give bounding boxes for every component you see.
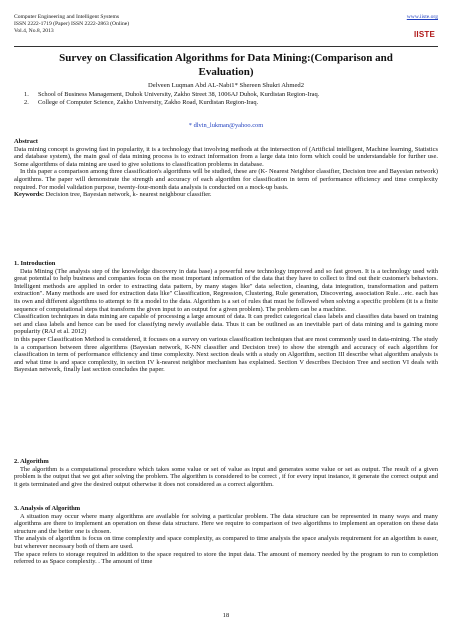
paper-authors: Delveen Luqman Abd AL-Nabi1* Shereen Shukri Ahmed2 bbox=[147, 82, 305, 89]
author-email-link[interactable]: * dlvin_lukman@yahoo.com bbox=[188, 122, 264, 129]
introduction-paragraph: in this paper Classification Method is considered, it focuses on a survey on various classification techniques that are most commonly used in data-mining. The study is a comparison between three algorithms (Bayesian network, K-NN classifier and Decision tree) to show the strength and accuracy of each algorithm for classification in term of performance efficiency and time complexity. Next section deals with a study on Algorithm, section III describe what algorithm analysis is and what time is and space complexity, in section IV k-nearest neighbor mechanism has explained. Section V describes Decision Tree and section VI deals with Bayesian network, finally last section concludes the paper. bbox=[14, 335, 438, 374]
analysis-paragraph: A situation may occur where many algorithms are available for solving a particular problem. The data structure can be represented in many ways and many algorithms are there to implement an operation on these data structure. Here we require to comparison of two algorithms to implement an operation on these data structure and the better one is chosen. bbox=[14, 512, 438, 535]
affiliation-number: 1. bbox=[24, 91, 29, 98]
abstract-paragraph: In this paper a comparison among three classification's algorithms will be studied, these are (K- Nearest Neighbor classifier, Decision tree and Bayesian network) algorithms. The paper will demonstrate the strength and accuracy of each algorithm for classification in term of performance efficiency and time complexity required. For model validation purpose, twenty-four-month data analysis is conducted on a mock-up basis. bbox=[14, 168, 438, 191]
header-divider bbox=[14, 46, 438, 47]
introduction-paragraph: Classification techniques in data mining are capable of processing a large amount of data. It can predict categorical class labels and classifies data based on training set and class labels and hence can be used for classifying newly available data. Thus it can be outlined as an inevitable part of data mining and is gaining more popularity (RAJ et al. 2012) bbox=[14, 313, 438, 336]
analysis-heading: 3. Analysis of Algorithm bbox=[14, 505, 81, 512]
journal-url-link[interactable]: www.iiste.org bbox=[406, 14, 438, 20]
journal-header bbox=[14, 14, 129, 36]
analysis-paragraph: The analysis of algorithm is focus on time complexity and space complexity, as compared to time analysis the space analysis requirement for an algorithm is easer, but wherever necessary both of them are used. bbox=[14, 535, 438, 550]
introduction-paragraph: Data Mining (The analysis step of the knowledge discovery in data base) a powerful new technology improved and so fast grown. It is a technology used with great potential to help business and companies focus on the most important information of the data that they have to collect to find out their customer's behaviors. Intelligent methods are applied in order to extracting data pattern, by many stages like" data selection, cleaning, data integration, transformation and pattern extraction". Many methods are used for extraction data like" Classification, Regression, Clustering, Rule generation, Discovering, association Rule…etc. each has its own and different algorithms to attempt to fit a model to the data. Algorithm is a set of rules that must be followed when solving a specific problem (it is a finite sequence of computational steps that transform the given input to an output for a given problem). The problem can be a machine. bbox=[14, 267, 438, 313]
keywords-label: Keywords: bbox=[14, 191, 45, 199]
journal-issn: ISSN 2222-1719 (Paper) ISSN 2222-2863 (Online) bbox=[14, 21, 130, 28]
affiliation-item bbox=[24, 99, 436, 107]
affiliation-number: 2. bbox=[24, 98, 29, 106]
paper-title: Survey on Classification Algorithms for Data Mining:(Comparison and Evaluation) bbox=[59, 52, 393, 78]
keywords-line bbox=[14, 191, 438, 199]
iiste-logo-text: IISTE bbox=[414, 30, 436, 39]
journal-name: Computer Engineering and Intelligent Systems bbox=[14, 14, 120, 20]
abstract-section bbox=[14, 138, 438, 199]
page-number: 18 bbox=[222, 612, 230, 619]
analysis-paragraph: The space refers to storage required in addition to the space required to store the input data. The amount of memory needed by the program to run to completion referred to as Space complexity. . The amount of time bbox=[14, 550, 438, 566]
keywords-text: Decision tree, Bayesian network, k- nearest neighbour classifier. bbox=[44, 191, 212, 199]
abstract-heading: Abstract bbox=[14, 138, 38, 145]
algorithm-heading: 2. Algorithm bbox=[14, 458, 49, 465]
introduction-section bbox=[14, 260, 438, 374]
analysis-section bbox=[14, 505, 438, 566]
affiliations bbox=[24, 91, 436, 106]
affiliation-item bbox=[24, 91, 436, 99]
iiste-logo bbox=[414, 24, 436, 38]
algorithm-section bbox=[14, 458, 438, 488]
journal-volume: Vol.4, No.8, 2013 bbox=[14, 28, 54, 35]
introduction-heading: 1. Introduction bbox=[14, 260, 56, 267]
affiliation-text: College of Computer Science, Zakho University, Zakho Road, Kurdistan Region-Iraq. bbox=[38, 98, 259, 106]
affiliation-text: School of Business Management, Duhok University, Zakho Street 38, 1006AJ Duhok, Kurdistan Region-Iraq. bbox=[38, 91, 320, 98]
abstract-paragraph: Data mining concept is growing fast in popularity, it is a technology that involving methods at the intersection of (Artificial intelligent, Machine learning, Statistics and database system), the main goal of data mining process is to extract information from a large data into form which could be understandable for further use. Some algorithms of data mining are used to give solutions to classification problems in database. bbox=[14, 145, 438, 168]
algorithm-paragraph: The algorithm is a computational procedure which takes some value or set of value as input and generates some value or set as output. The result of a given problem is the output that we got after solving the problem. The algorithm is considered to be correct , if for every input instance, it generate the correct output and it gets terminated and give the desired output otherwise it does not considered as a correct algorithm. bbox=[14, 465, 438, 488]
